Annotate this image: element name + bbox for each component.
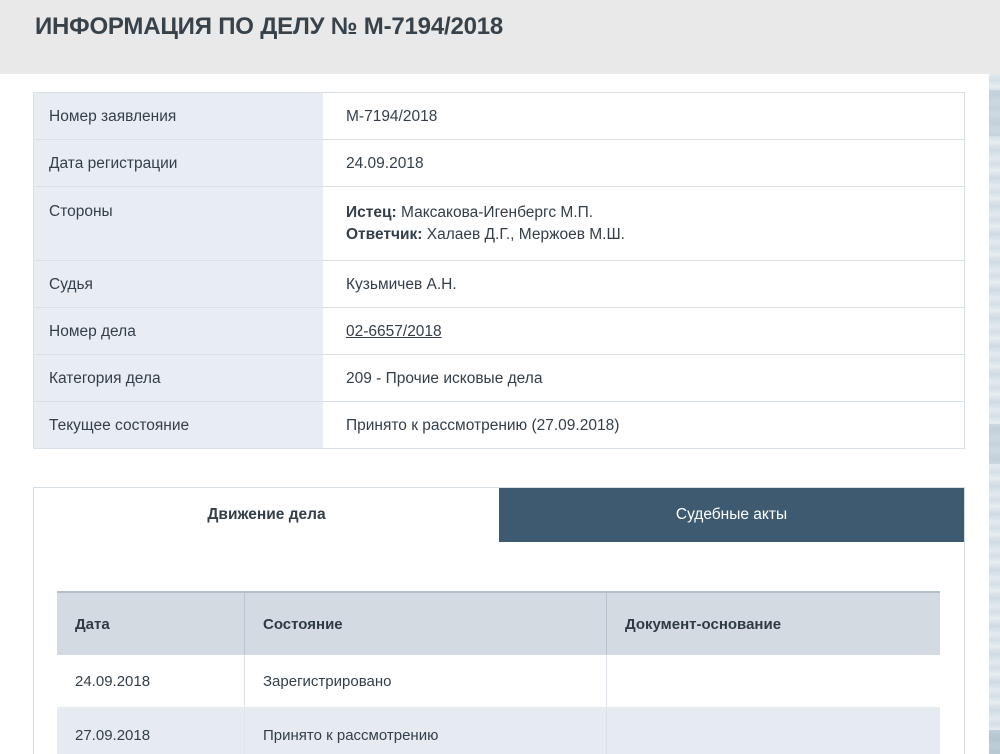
tab-judicial-acts[interactable]: Судебные акты [499,488,964,542]
info-label-cell: Номер дела [34,308,326,354]
info-value-cell: 24.09.2018 [346,155,424,172]
table-row-application-number [34,93,964,140]
info-value-cell: М-7194/2018 [346,108,438,125]
table-row-judge [34,261,964,308]
edge-artifact-segment [989,730,1000,754]
defendant-name: Халаев Д.Г., Мержоев М.Ш. [426,226,625,243]
cell-date: 24.09.2018 [57,655,245,707]
table-row [57,707,940,754]
column-header-state: Состояние [245,593,607,655]
table-row [57,655,940,707]
column-header-document: Документ-основание [625,615,782,633]
info-label-cell: Стороны [34,187,326,260]
movement-table-header-row [57,593,940,655]
cell-document [607,707,940,754]
cell-state: Зарегистрировано [245,655,607,707]
table-row-case-category [34,355,964,402]
edge-artifact-segment [989,90,1000,136]
info-value-cell [326,187,964,260]
edge-artifact-segment [989,424,1000,464]
tab-case-movement[interactable]: Движение дела [34,488,499,542]
info-value-cell: Кузьмичев А.Н. [346,276,457,293]
plaintiff-name: Максакова-Игенбергс М.П. [400,204,594,221]
plaintiff-role-label: Истец: [346,204,397,221]
table-row-current-status [34,402,964,449]
defendant-role-label: Ответчик: [346,226,423,243]
plaintiff-line [346,202,944,224]
info-label-cell: Дата регистрации [34,140,326,186]
table-row-case-number [34,308,964,355]
case-tabs-panel [33,487,965,754]
page-header-bar [0,0,1000,74]
info-value-cell [326,308,964,354]
page-edge-artifact [989,74,1000,754]
tab-bar [34,488,964,542]
cell-state: Принято к рассмотрению [245,707,607,754]
case-number-link[interactable]: 02-6657/2018 [346,323,442,340]
case-details-table [33,92,965,449]
cell-date: 27.09.2018 [57,707,245,754]
info-label-cell: Текущее состояние [34,402,326,448]
table-row-registration-date [34,140,964,187]
column-header-date: Дата [57,593,245,655]
case-movement-table [57,591,940,754]
info-label-cell: Номер заявления [34,93,326,139]
info-value-cell: 209 - Прочие исковые дела [346,370,543,387]
info-value-cell: Принято к рассмотрению (27.09.2018) [346,417,620,434]
cell-document [607,655,940,707]
info-label-cell: Судья [34,261,326,307]
page-title: ИНФОРМАЦИЯ ПО ДЕЛУ № М-7194/2018 [35,13,504,40]
defendant-line [346,224,944,246]
info-label-cell: Категория дела [34,355,326,401]
table-row-parties [34,187,964,261]
